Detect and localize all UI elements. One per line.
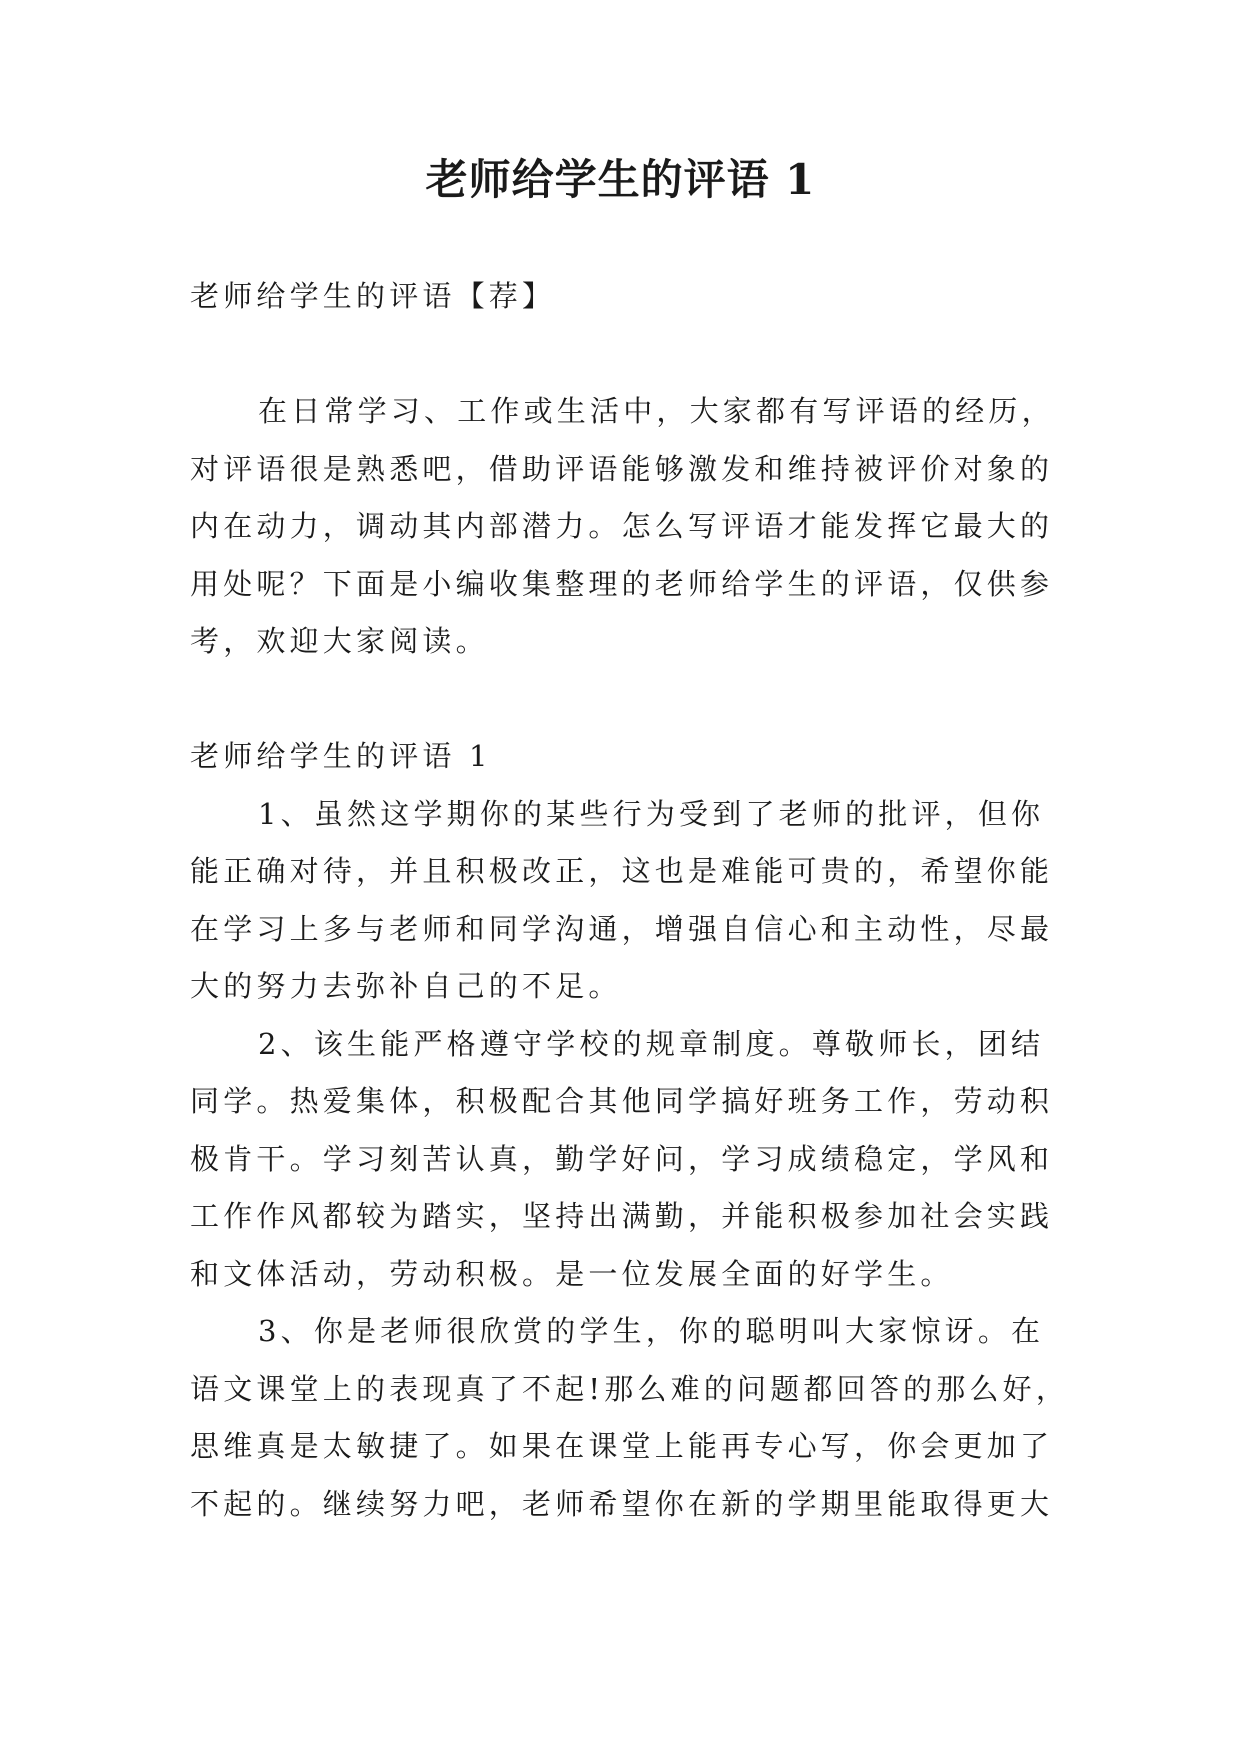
comment-line: 1、虽然这学期你的某些行为受到了老师的批评，但你 — [258, 796, 1045, 831]
document-body — [190, 268, 1070, 1533]
comment-line: 大的努力去弥补自己的不足。 — [190, 969, 622, 1003]
intro-line: 考，欢迎大家阅读。 — [190, 624, 489, 658]
comment-line: 在学习上多与老师和同学沟通，增强自信心和主动性，尽最 — [190, 911, 1054, 946]
comment-line: 工作作风都较为踏实，坚持出满勤，并能积极参加社会实践 — [190, 1199, 1054, 1233]
intro-paragraph — [190, 383, 1060, 671]
comment-line: 思维真是太敏捷了。如果在课堂上能再专心写，你会更加了 — [190, 1429, 1054, 1463]
document-subtitle: 老师给学生的评语【荐】 — [190, 279, 556, 313]
intro-line: 用处呢？下面是小编收集整理的老师给学生的评语，仅供参 — [190, 566, 1054, 601]
intro-line: 在日常学习、工作或生活中，大家都有写评语的经历， — [258, 394, 1055, 428]
comment-item-1 — [190, 786, 1060, 1016]
comment-line: 极肯干。学习刻苦认真，勤学好问，学习成绩稳定，学风和 — [190, 1141, 1054, 1176]
comment-line: 能正确对待，并且积极改正，这也是难能可贵的，希望你能 — [190, 854, 1054, 888]
section-heading: 老师给学生的评语 1 — [190, 739, 492, 773]
comment-line: 3、你是老师很欣赏的学生，你的聪明叫大家惊讶。在 — [258, 1314, 1045, 1348]
comment-item-3 — [190, 1303, 1070, 1533]
comment-line: 不起的。继续努力吧，老师希望你在新的学期里能取得更大 — [190, 1486, 1054, 1521]
comment-item-2 — [190, 1016, 1060, 1304]
blank-line — [190, 671, 1060, 729]
comment-line: 同学。热爱集体，积极配合其他同学搞好班务工作，劳动积 — [190, 1084, 1054, 1118]
blank-line — [190, 326, 1060, 384]
comment-line: 和文体活动，劳动积极。是一位发展全面的好学生。 — [190, 1256, 954, 1291]
comment-line: 2、该生能严格遵守学校的规章制度。尊敬师长，团结 — [258, 1026, 1045, 1061]
intro-line: 内在动力，调动其内部潜力。怎么写评语才能发挥它最大的 — [190, 509, 1054, 543]
intro-line: 对评语很是熟悉吧，借助评语能够激发和维持被评价对象的 — [190, 451, 1054, 486]
document-title: 老师给学生的评语 1 — [425, 155, 816, 204]
comment-line: 语文课堂上的表现真了不起!那么难的问题都回答的那么好， — [190, 1371, 1070, 1406]
